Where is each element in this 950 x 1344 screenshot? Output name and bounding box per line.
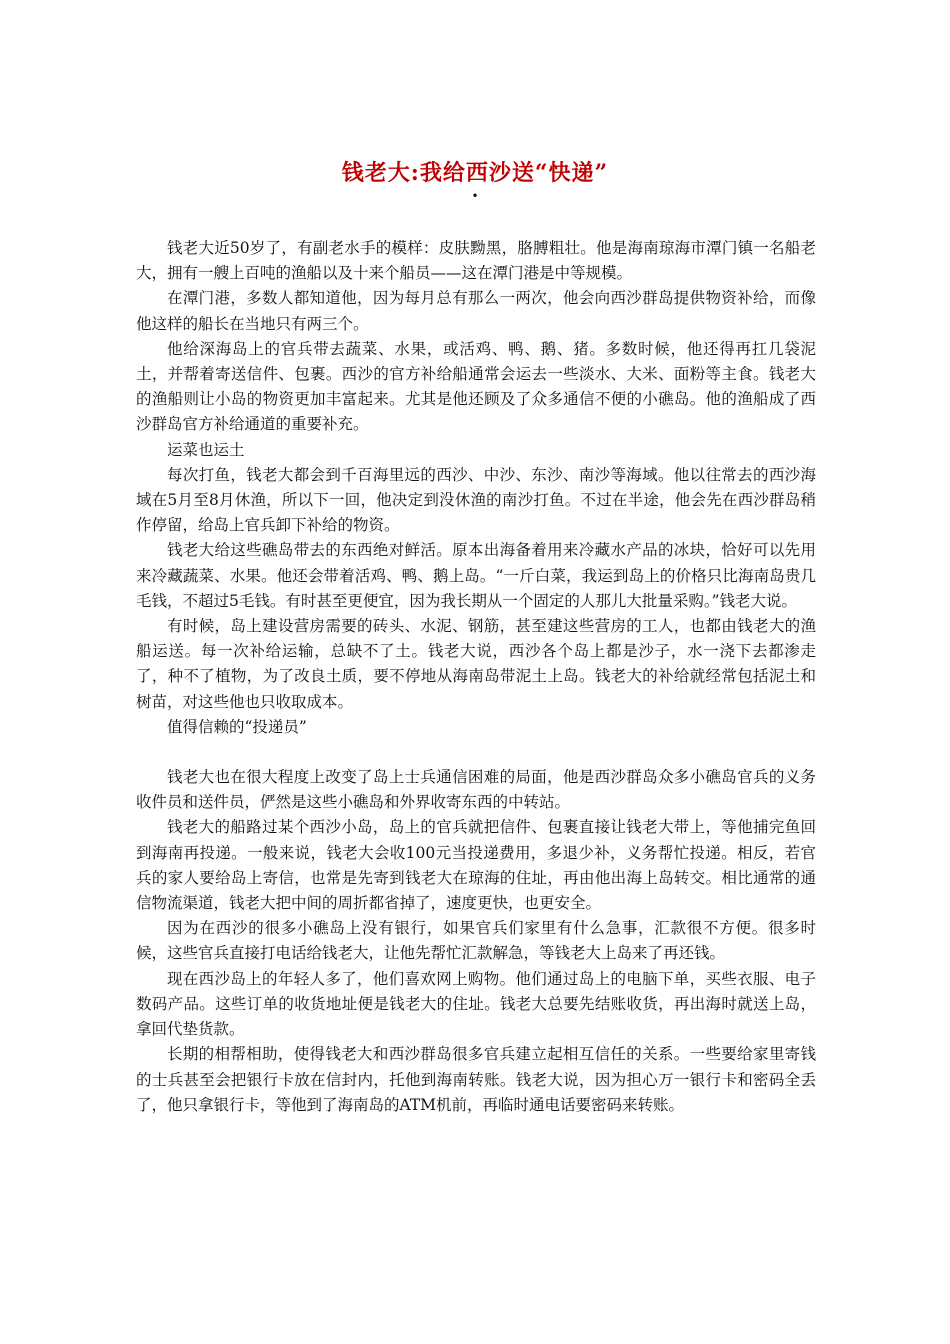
article-title: 钱老大:我给西沙送“快递”: [341, 160, 609, 186]
paragraph: 现在西沙岛上的年轻人多了，他们喜欢网上购物。他们通过岛上的电脑下单，买些衣服、电子数码产品。这些订单的收货地址便是钱老大的住址。钱老大总要先结账收货，再出海时就送上岛，拿回代垫货款。: [136, 969, 816, 1039]
paragraph: 钱老大的船路过某个西沙小岛，岛上的官兵就把信件、包裹直接让钱老大带上，等他捕完鱼回到海南再投递。一般来说，钱老大会收100元当投递费用，多退少补，义务帮忙投递。相反，若官兵的家人要给岛上寄信，也常是先寄到钱老大在琼海的住址，再由他出海上岛转交。相比通常的通信物流渠道，钱老大把中间的周折都省掉了，速度更快，也更安全。: [136, 818, 816, 913]
paragraph: 每次打鱼，钱老大都会到千百海里远的西沙、中沙、东沙、南沙等海域。他以往常去的西沙海域在5月至8月休渔，所以下一回，他决定到没休渔的南沙打鱼。不过在半途，他会先在西沙群岛稍作停留，给岛上官兵卸下补给的物资。: [136, 465, 816, 535]
paragraph: 长期的相帮相助，使得钱老大和西沙群岛很多官兵建立起相互信任的关系。一些要给家里寄钱的士兵甚至会把银行卡放在信封内，托他到海南转账。钱老大说，因为担心万一银行卡和密码全丢了，他只拿银行卡，等他到了海南岛的ATM机前，再临时通电话要密码来转账。: [136, 1045, 816, 1114]
section-heading: 运菜也运土: [167, 440, 245, 459]
article-body: [136, 236, 816, 1118]
paragraph: 有时候，岛上建设营房需要的砖头、水泥、钢筋，甚至建这些营房的工人，也都由钱老大的渔船运送。每一次补给运输，总缺不了土。钱老大说，西沙各个岛上都是沙子，水一浇下去都渗走了，种不了植物，为了改良土质，要不停地从海南岛带泥土上岛。钱老大的补给就经常包括泥土和树苗，对这些他也只收取成本。: [136, 617, 816, 711]
paragraph: 他给深海岛上的官兵带去蔬菜、水果，或活鸡、鸭、鹅、猪。多数时候，他还得再扛几袋泥土，并帮着寄送信件、包裹。西沙的官方补给船通常会运去一些淡水、大米、面粉等主食。钱老大的渔船则让小岛的物资更加丰富起来。尤其是他还顾及了众多通信不便的小礁岛。他的渔船成了西沙群岛官方补给通道的重要补充。: [136, 339, 816, 434]
paragraph: 钱老大也在很大程度上改变了岛上士兵通信困难的局面，他是西沙群岛众多小礁岛官兵的义务收件员和送件员，俨然是这些小礁岛和外界收寄东西的中转站。: [136, 768, 816, 812]
section-heading: 值得信赖的“投递员”: [167, 717, 307, 736]
paragraph: 钱老大给这些礁岛带去的东西绝对鲜活。原本出海备着用来冷藏水产品的冰块，恰好可以先用来冷藏蔬菜、水果。他还会带着活鸡、鸭、鹅上岛。“一斤白菜，我运到岛上的价格只比海南岛贵几毛钱，不超过5毛钱。有时甚至更便宜，因为我长期从一个固定的人那儿大批量采购。”钱老大说。: [136, 541, 816, 610]
blank-line: [136, 740, 816, 765]
paragraph: 在潭门港，多数人都知道他，因为每月总有那么一两次，他会向西沙群岛提供物资补给，而像他这样的船长在当地只有两三个。: [136, 289, 816, 333]
paragraph: 钱老大近50岁了，有副老水手的模样：皮肤黝黑，胳膊粗壮。他是海南琼海市潭门镇一名船老大，拥有一艘上百吨的渔船以及十来个船员——这在潭门港是中等规模。: [136, 239, 816, 283]
title-bullet: •: [471, 189, 479, 203]
paragraph: 因为在西沙的很多小礁岛上没有银行，如果官兵们家里有什么急事，汇款很不方便。很多时候，这些官兵直接打电话给钱老大，让他先帮忙汇款解急，等钱老大上岛来了再还钱。: [136, 919, 816, 963]
